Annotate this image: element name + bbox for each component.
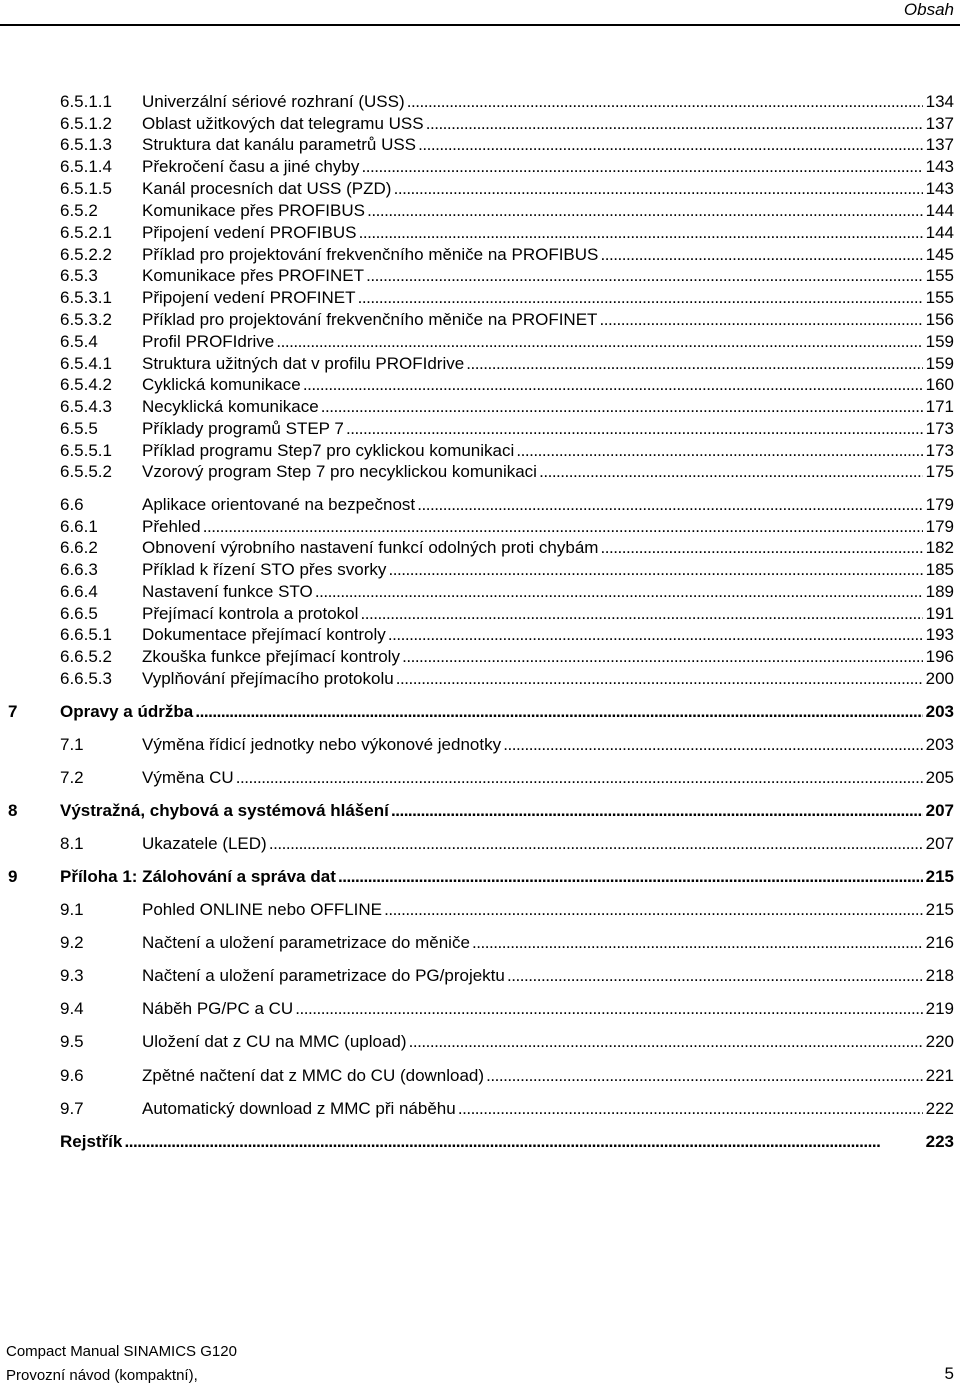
toc-index-entry[interactable]: Rejstřík . . . 223	[0, 1131, 960, 1153]
toc-entry[interactable]: Přejímací kontrola a protokol . . . 6.6.5 191	[0, 603, 960, 625]
toc-entry[interactable]: Oblast užitkových dat telegramu USS . . . 6.5.1.2 137	[0, 113, 960, 135]
toc-entry[interactable]: Cyklická komunikace . . . 6.5.4.2 160	[0, 374, 960, 396]
footer-page-number: 5	[944, 1364, 954, 1383]
toc-entry[interactable]: Struktura dat kanálu parametrů USS . . . 6.5.1.3 137	[0, 134, 960, 156]
toc-entry[interactable]: Příklad k řízení STO přes svorky . . . 6.6.3 185	[0, 559, 960, 581]
toc-entry[interactable]: Aplikace orientované na bezpečnost . . . 6.6 179	[0, 494, 960, 516]
toc-entry[interactable]: Zpětné načtení dat z MMC do CU (download) . . . 9.6 221	[0, 1065, 960, 1087]
toc-entry[interactable]: Dokumentace přejímací kontroly . . . 6.6.5.1 193	[0, 624, 960, 646]
toc-entry[interactable]: Příklady programů STEP 7 . . . 6.5.5 173	[0, 418, 960, 440]
header-title: Obsah	[903, 0, 954, 19]
toc-entry[interactable]: Náběh PG/PC a CU . . . 9.4 219	[0, 998, 960, 1020]
footer-document-type: Provozní návod (kompaktní),	[6, 1367, 198, 1384]
toc-entry[interactable]: Překročení času a jiné chyby . . . 6.5.1.4 143	[0, 156, 960, 178]
toc-entry[interactable]: Struktura užitných dat v profilu PROFIdrive . . . 6.5.4.1 159	[0, 353, 960, 375]
toc-chapter-entry[interactable]: Opravy a údržba . . . 7 203	[0, 701, 960, 723]
toc-entry[interactable]: Načtení a uložení parametrizace do měniče . . . 9.2 216	[0, 932, 960, 954]
toc-entry[interactable]: Kanál procesních dat USS (PZD) . . . 6.5.1.5 143	[0, 178, 960, 200]
toc-entry[interactable]: Příklad pro projektování frekvenčního měniče na PROFINET . . . 6.5.3.2 156	[0, 309, 960, 331]
toc-entry[interactable]: Výměna řídicí jednotky nebo výkonové jednotky . . . 7.1 203	[0, 734, 960, 756]
toc-entry[interactable]: Automatický download z MMC při náběhu . . . 9.7 222	[0, 1098, 960, 1120]
toc-entry[interactable]: Uložení dat z CU na MMC (upload) . . . 9.5 220	[0, 1031, 960, 1053]
toc-chapter-entry[interactable]: Výstražná, chybová a systémová hlášení . . . 8 207	[0, 800, 960, 822]
toc-entry[interactable]: Příklad pro projektování frekvenčního měniče na PROFIBUS . . . 6.5.2.2 145	[0, 244, 960, 266]
toc-entry[interactable]: Necyklická komunikace . . . 6.5.4.3 171	[0, 396, 960, 418]
toc-entry[interactable]: Ukazatele (LED) . . . 8.1 207	[0, 833, 960, 855]
footer-manual-title: Compact Manual SINAMICS G120	[6, 1343, 237, 1360]
toc-entry[interactable]: Připojení vedení PROFIBUS . . . 6.5.2.1 144	[0, 222, 960, 244]
toc-entry[interactable]: Univerzální sériové rozhraní (USS) . . . 6.5.1.1 134	[0, 91, 960, 113]
toc-entry[interactable]: Vzorový program Step 7 pro necyklickou komunikaci . . . 6.5.5.2 175	[0, 461, 960, 483]
header-rule	[0, 24, 960, 26]
toc-entry[interactable]: Příklad programu Step7 pro cyklickou komunikaci . . . 6.5.5.1 173	[0, 440, 960, 462]
toc-entry[interactable]: Komunikace přes PROFIBUS . . . 6.5.2 144	[0, 200, 960, 222]
toc-entry[interactable]: Obnovení výrobního nastavení funkcí odolných proti chybám . . . 6.6.2 182	[0, 537, 960, 559]
toc-entry[interactable]: Pohled ONLINE nebo OFFLINE . . . 9.1 215	[0, 899, 960, 921]
toc-entry[interactable]: Zkouška funkce přejímací kontroly . . . 6.6.5.2 196	[0, 646, 960, 668]
toc-entry[interactable]: Vyplňování přejímacího protokolu . . . 6.6.5.3 200	[0, 668, 960, 690]
toc-entry[interactable]: Výměna CU . . . 7.2 205	[0, 767, 960, 789]
toc-entry[interactable]: Načtení a uložení parametrizace do PG/projektu . . . 9.3 218	[0, 965, 960, 987]
toc-entry[interactable]: Profil PROFIdrive . . . 6.5.4 159	[0, 331, 960, 353]
toc-entry[interactable]: Připojení vedení PROFINET . . . 6.5.3.1 155	[0, 287, 960, 309]
toc-chapter-entry[interactable]: Příloha 1: Zálohování a správa dat . . . 9 215	[0, 866, 960, 888]
toc-entry[interactable]: Komunikace přes PROFINET . . . 6.5.3 155	[0, 265, 960, 287]
toc-entry[interactable]: Nastavení funkce STO . . . 6.6.4 189	[0, 581, 960, 603]
toc-entry[interactable]: Přehled . . . 6.6.1 179	[0, 516, 960, 538]
